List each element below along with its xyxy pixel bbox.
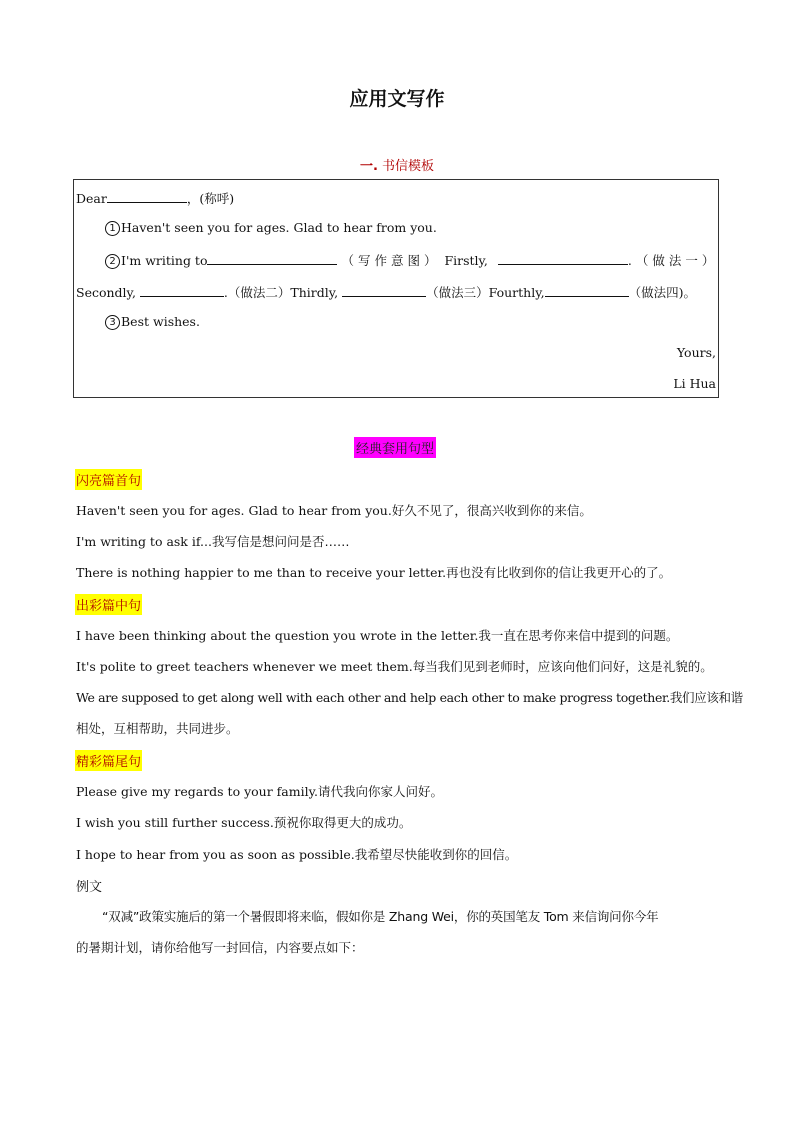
sentence-cn: 每当我们见到老师时，应该向他们问好，这是礼貌的。 — [412, 659, 713, 674]
sentence-line — [76, 532, 349, 550]
template-line-2 — [105, 251, 719, 269]
line2-c: Firstly, — [444, 253, 488, 268]
blank-line — [498, 252, 628, 265]
line2-b: （写作意图） — [341, 253, 441, 268]
template-line-1 — [105, 220, 716, 236]
section-number: 一. — [359, 159, 378, 174]
example-label: 例文 — [76, 880, 103, 895]
page-title: 应用文写作 — [349, 88, 445, 110]
sentence-line — [76, 657, 713, 675]
dear-text: Dear — [76, 191, 107, 206]
blank-line — [140, 284, 224, 297]
template-line-1-text: Haven't seen you for ages. Glad to hear from you. — [121, 220, 437, 235]
sentence-cn: 请代我向你家人问好。 — [317, 784, 443, 799]
line2-d: .（做法一） — [627, 253, 719, 268]
sentence-en: I have been thinking about the question you wrote in the letter. — [76, 628, 479, 643]
sentence-line — [76, 626, 678, 644]
sentence-en: We are supposed to get along well with each other and help each other to make progress together. — [76, 690, 670, 705]
line3-d: （做法四)。 — [628, 285, 696, 300]
sentence-en: Please give my regards to your family. — [76, 784, 318, 799]
example-text-line-2: 的暑期计划，请你给他写一封回信，内容要点如下： — [76, 940, 364, 955]
ending-sentences-label: 精彩篇尾句 — [75, 750, 142, 771]
sentence-cn: 相处，互相帮助，共同进步。 — [76, 721, 239, 736]
template-signature: Li Hua — [673, 376, 716, 391]
template-line-3 — [76, 283, 716, 301]
template-line-4 — [105, 314, 716, 330]
line3-c: （做法三）Fourthly, — [426, 285, 545, 300]
middle-sentences-label: 出彩篇中句 — [75, 594, 142, 615]
sentence-en: I'm writing to ask if... — [76, 534, 212, 549]
sentence-line — [76, 782, 443, 800]
sentence-line — [76, 688, 743, 706]
line2-a: I'm writing to — [121, 253, 208, 268]
section-label: 书信模板 — [382, 159, 435, 174]
sentence-line — [76, 563, 671, 581]
sentence-en: I hope to hear from you as soon as possible. — [76, 847, 355, 862]
section-heading — [0, 155, 794, 174]
sentence-cn: 预祝你取得更大的成功。 — [273, 815, 412, 830]
sentence-cn: 我写信是想问问是否…… — [211, 534, 350, 549]
sentence-en: It's polite to greet teachers whenever we meet them. — [76, 659, 413, 674]
circled-number-2: 2 — [105, 254, 120, 269]
opening-sentences-label: 闪亮篇首句 — [75, 469, 142, 490]
blank-line — [342, 284, 426, 297]
sentence-line — [76, 719, 239, 737]
sentence-cn: 再也没有比收到你的信让我更开心的了。 — [446, 565, 672, 580]
template-closing: Yours, — [676, 345, 716, 360]
letter-template-box — [73, 179, 719, 398]
circled-number-1: 1 — [105, 221, 120, 236]
line3-a: Secondly, — [76, 285, 136, 300]
sentence-cn: 好久不见了，很高兴收到你的来信。 — [391, 503, 592, 518]
sentence-line — [76, 501, 592, 519]
sentence-en: I wish you still further success. — [76, 815, 274, 830]
template-greeting-line — [76, 189, 716, 207]
sentence-en: There is nothing happier to me than to receive your letter. — [76, 565, 447, 580]
sentence-cn: 我一直在思考你来信中提到的问题。 — [478, 628, 679, 643]
blank-line — [207, 252, 337, 265]
blank-line — [545, 284, 629, 297]
blank-line — [107, 190, 187, 203]
sentence-cn: 我们应该和谐 — [669, 690, 743, 705]
sentence-line — [76, 813, 411, 831]
dear-suffix: ，(称呼) — [186, 191, 235, 206]
circled-number-3: 3 — [105, 315, 120, 330]
example-text-line-1: “双减”政策实施后的第一个暑假即将来临，假如你是 Zhang Wei，你的英国笔友 Tom 来信询问你今年 — [102, 909, 659, 924]
sentence-line — [76, 845, 517, 863]
template-line-4-text: Best wishes. — [121, 314, 200, 329]
line3-b: .（做法二）Thirdly, — [223, 285, 339, 300]
sentence-en: Haven't seen you for ages. Glad to hear from you. — [76, 503, 392, 518]
sentence-cn: 我希望尽快能收到你的回信。 — [354, 847, 518, 862]
classic-sentences-heading: 经典套用句型 — [354, 437, 436, 458]
